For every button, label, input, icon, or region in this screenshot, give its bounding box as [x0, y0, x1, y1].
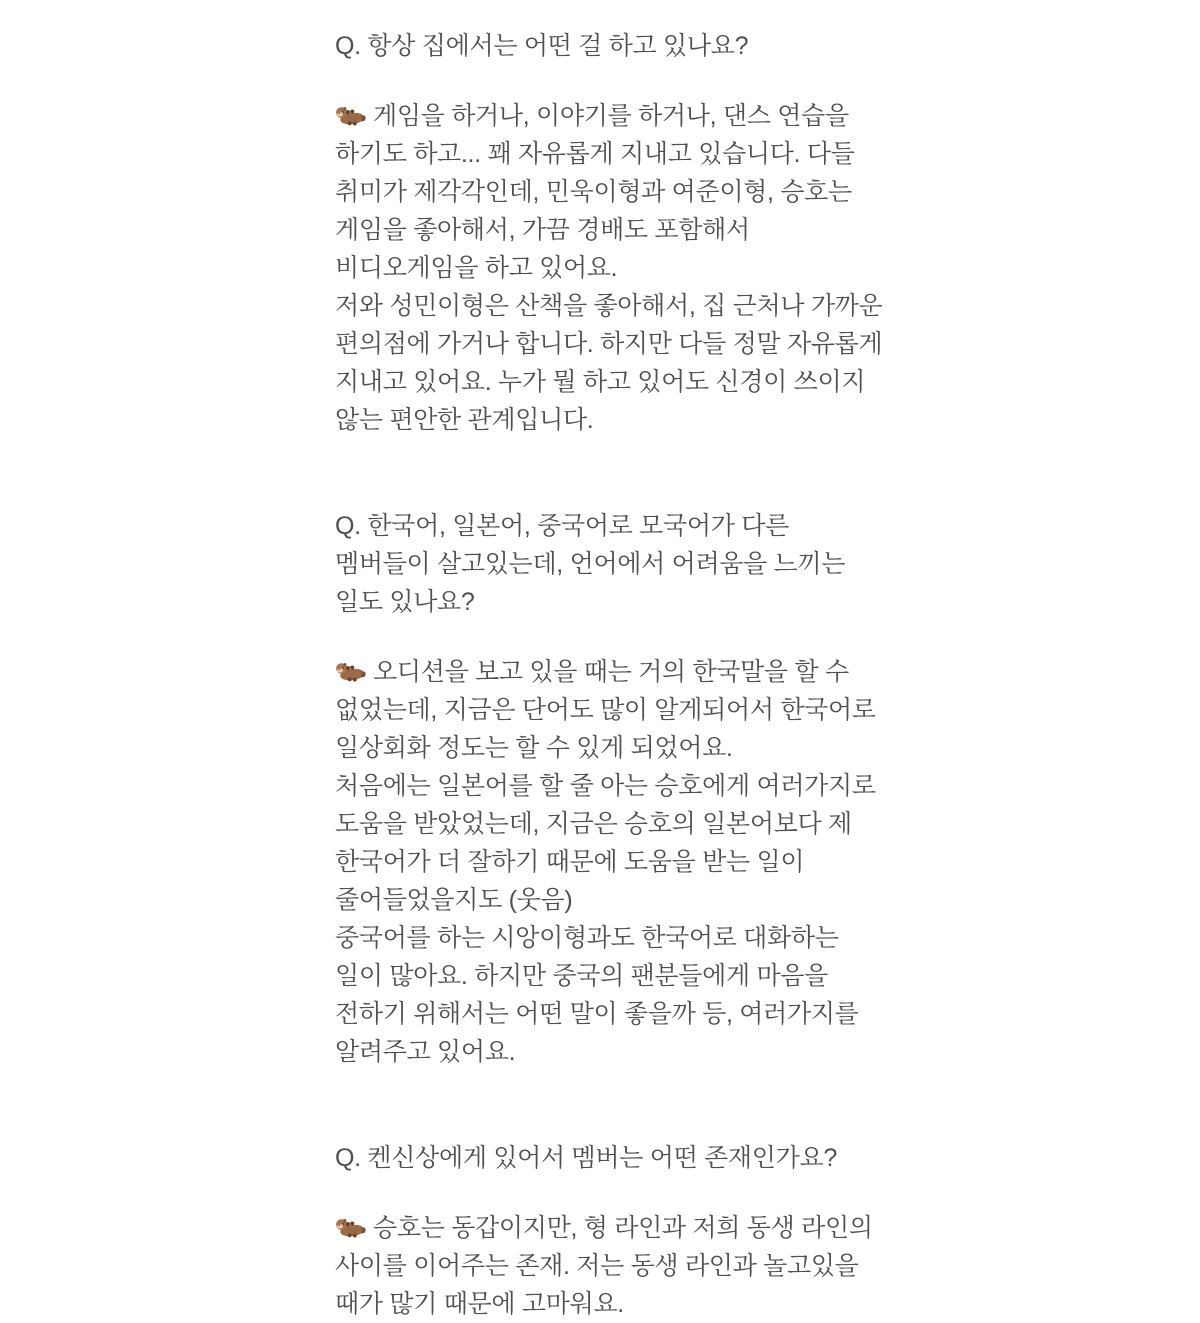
qa-section: [335, 507, 883, 1071]
answer-paragraph: 저와 성민이형은 산책을 좋아해서, 집 근처나 가까운 편의점에 가거나 합니다. 하지만 다들 정말 자유롭게 지내고 있어요. 누가 뭘 하고 있어도 신경이 쓰이지 않는 편안한 관계입니다.: [335, 292, 883, 434]
answer-block: [335, 97, 883, 439]
otter-emoji: [335, 1213, 366, 1237]
answer-paragraph: 처음에는 일본어를 할 줄 아는 승호에게 여러가지로 도움을 받았었는데, 지금은 승호의 일본어보다 제 한국어가 더 잘하기 때문에 도움을 받는 일이 줄어들었을지도 (웃음): [335, 772, 876, 914]
otter-emoji: [335, 101, 366, 125]
question-text: Q. 켄신상에게 있어서 멤버는 어떤 존재인가요?: [335, 1144, 837, 1172]
qa-section: [335, 1139, 883, 1323]
answer-paragraph: [335, 653, 883, 767]
answer-paragraph: [335, 97, 883, 287]
answer-paragraph: [335, 1209, 883, 1323]
answer-block: [335, 1209, 883, 1323]
answer-text: 게임을 하거나, 이야기를 하거나, 댄스 연습을 하기도 하고... 꽤 자유롭게 지내고 있습니다. 다들 취미가 제각각인데, 민욱이형과 여준이형, 승호는 게임을 좋아해서, 가끔 경배도 포함해서 비디오게임을 하고 있어요.: [335, 102, 855, 282]
answer-block: [335, 653, 883, 1071]
question-text: Q. 한국어, 일본어, 중국어로 모국어가 다른 멤버들이 살고있는데, 언어에서 어려움을 느끼는 일도 있나요?: [335, 512, 846, 616]
interview-text-column: [335, 0, 883, 1323]
question-text: Q. 항상 집에서는 어떤 걸 하고 있나요?: [335, 32, 749, 60]
answer-text: 오디션을 보고 있을 때는 거의 한국말을 할 수 없었는데, 지금은 단어도 많이 알게되어서 한국어로 일상회화 정도는 할 수 있게 되었어요.: [335, 658, 876, 762]
answer-text: 승호는 동갑이지만, 형 라인과 저희 동생 라인의 사이를 이어주는 존재. 저는 동생 라인과 놀고있을 때가 많기 때문에 고마워요.: [335, 1214, 873, 1318]
answer-paragraph: 중국어를 하는 시앙이형과도 한국어로 대화하는 일이 많아요. 하지만 중국의 팬분들에게 마음을 전하기 위해서는 어떤 말이 좋을까 등, 여러가지를 알려주고 있어요.: [335, 924, 859, 1066]
qa-section: [335, 27, 883, 439]
otter-emoji: [335, 657, 366, 681]
